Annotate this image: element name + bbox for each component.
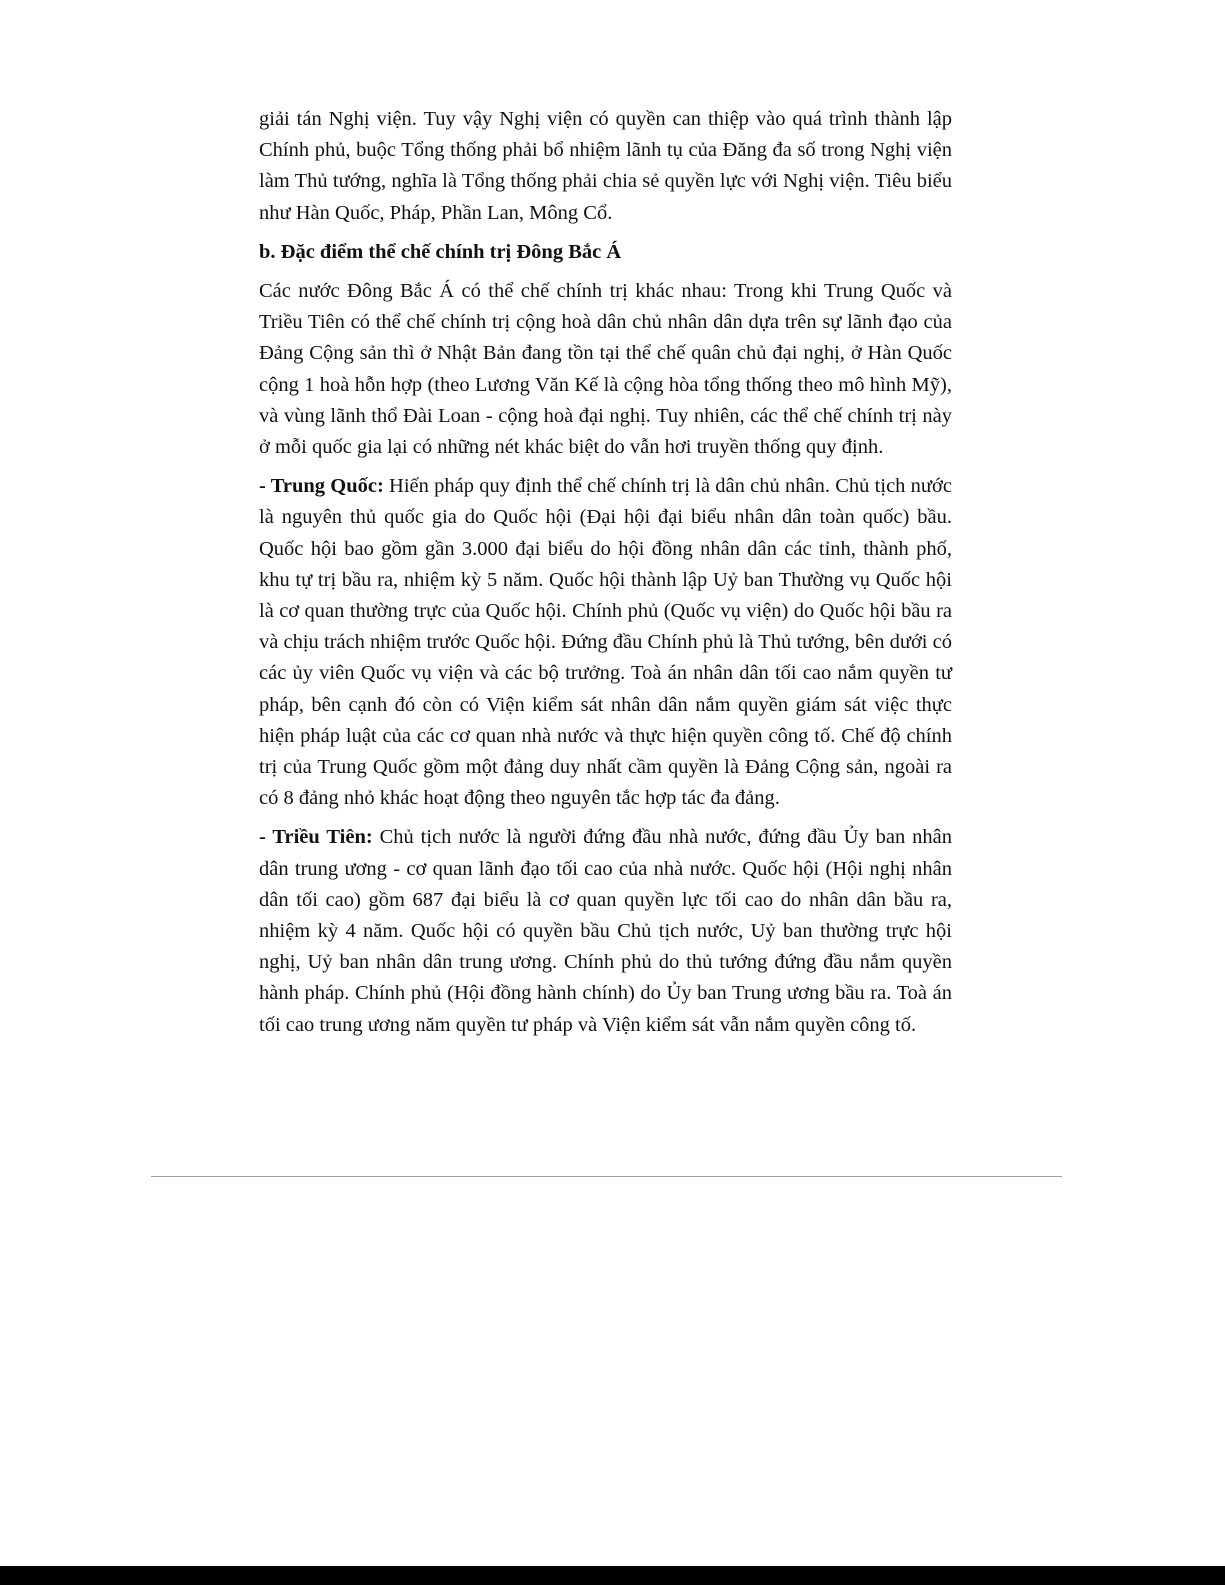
page-divider — [151, 1176, 1062, 1177]
paragraph-china — [259, 471, 952, 814]
section-heading: b. Đặc điểm thể chế chính trị Đông Bắc Á — [259, 240, 622, 263]
paragraph-north-korea — [259, 822, 952, 1040]
document-body — [259, 104, 952, 1049]
north-korea-text: Chủ tịch nước là người đứng đầu nhà nước, đứng đầu Ủy ban nhân dân trung ương - cơ quan lãnh đạo tối cao của nhà nước. Quốc hội (Hội nghị nhân dân tối cao) gồm 687 đại biểu là cơ quan quyền lực tối cao do nhân dân bầu ra, nhiệm kỳ 4 năm. Quốc hội có quyền bầu Chủ tịch nước, Uỷ ban thường trực hội nghị, Uỷ ban nhân dân trung ương. Chính phủ do thủ tướng đứng đầu nắm quyền hành pháp. Chính phủ (Hội đồng hành chính) do Ủy ban Trung ương bầu ra. Toà án tối cao trung ương năm quyền tư pháp và Viện kiểm sát vẫn nắm quyền công tố. — [259, 826, 953, 1036]
china-label: - Trung Quốc: — [259, 475, 384, 498]
paragraph-parliament: giải tán Nghị viện. Tuy vậy Nghị viện có quyền can thiệp vào quá trình thành lập Chính phủ, buộc Tổng thống phải bổ nhiệm lãnh tụ của Đăng đa số trong Nghị viện làm Thủ tướng, nghĩa là Tổng thống phải chia sẻ quyền lực với Nghị viện. Tiêu biểu như Hàn Quốc, Pháp, Phần Lan, Mông Cổ. — [259, 108, 952, 224]
north-korea-label: - Triều Tiên: — [259, 826, 373, 849]
bottom-edge-bar — [0, 1566, 1225, 1585]
paragraph-overview: Các nước Đông Bắc Á có thể chế chính trị khác nhau: Trong khi Trung Quốc và Triều Tiên có thể chế chính trị cộng hoà dân chủ nhân dân dựa trên sự lãnh đạo của Đảng Cộng sản thì ở Nhật Bản đang tồn tại thể chế quân chủ đại nghị, ở Hàn Quốc cộng 1 hoà hỗn hợp (theo Lương Văn Kế là cộng hòa tổng thống theo mô hình Mỹ), và vùng lãnh thổ Đài Loan - cộng hoà đại nghị. Tuy nhiên, các thể chế chính trị này ở mỗi quốc gia lại có những nét khác biệt do vẫn hơi truyền thống quy định. — [259, 280, 952, 459]
china-text: Hiến pháp quy định thể chế chính trị là dân chủ nhân. Chủ tịch nước là nguyên thủ quốc gia do Quốc hội (Đại hội đại biểu nhân dân toàn quốc) bầu. Quốc hội bao gồm gần 3.000 đại biểu do hội đồng nhân dân các tỉnh, thành phố, khu tự trị bầu ra, nhiệm kỳ 5 năm. Quốc hội thành lập Uỷ ban Thường vụ Quốc hội là cơ quan thường trực của Quốc hội. Chính phủ (Quốc vụ viện) do Quốc hội bầu ra và chịu trách nhiệm trước Quốc hội. Đứng đầu Chính phủ là Thủ tướng, bên dưới có các ủy viên Quốc vụ viện và các bộ trưởng. Toà án nhân dân tối cao nắm quyền tư pháp, bên cạnh đó còn có Viện kiểm sát nhân dân nắm quyền giám sát việc thực hiện pháp luật của các cơ quan nhà nước và thực hiện quyền công tố. Chế độ chính trị của Trung Quốc gồm một đảng duy nhất cầm quyền là Đảng Cộng sản, ngoài ra có 8 đảng nhỏ khác hoạt động theo nguyên tắc hợp tác đa đảng. — [259, 475, 952, 810]
